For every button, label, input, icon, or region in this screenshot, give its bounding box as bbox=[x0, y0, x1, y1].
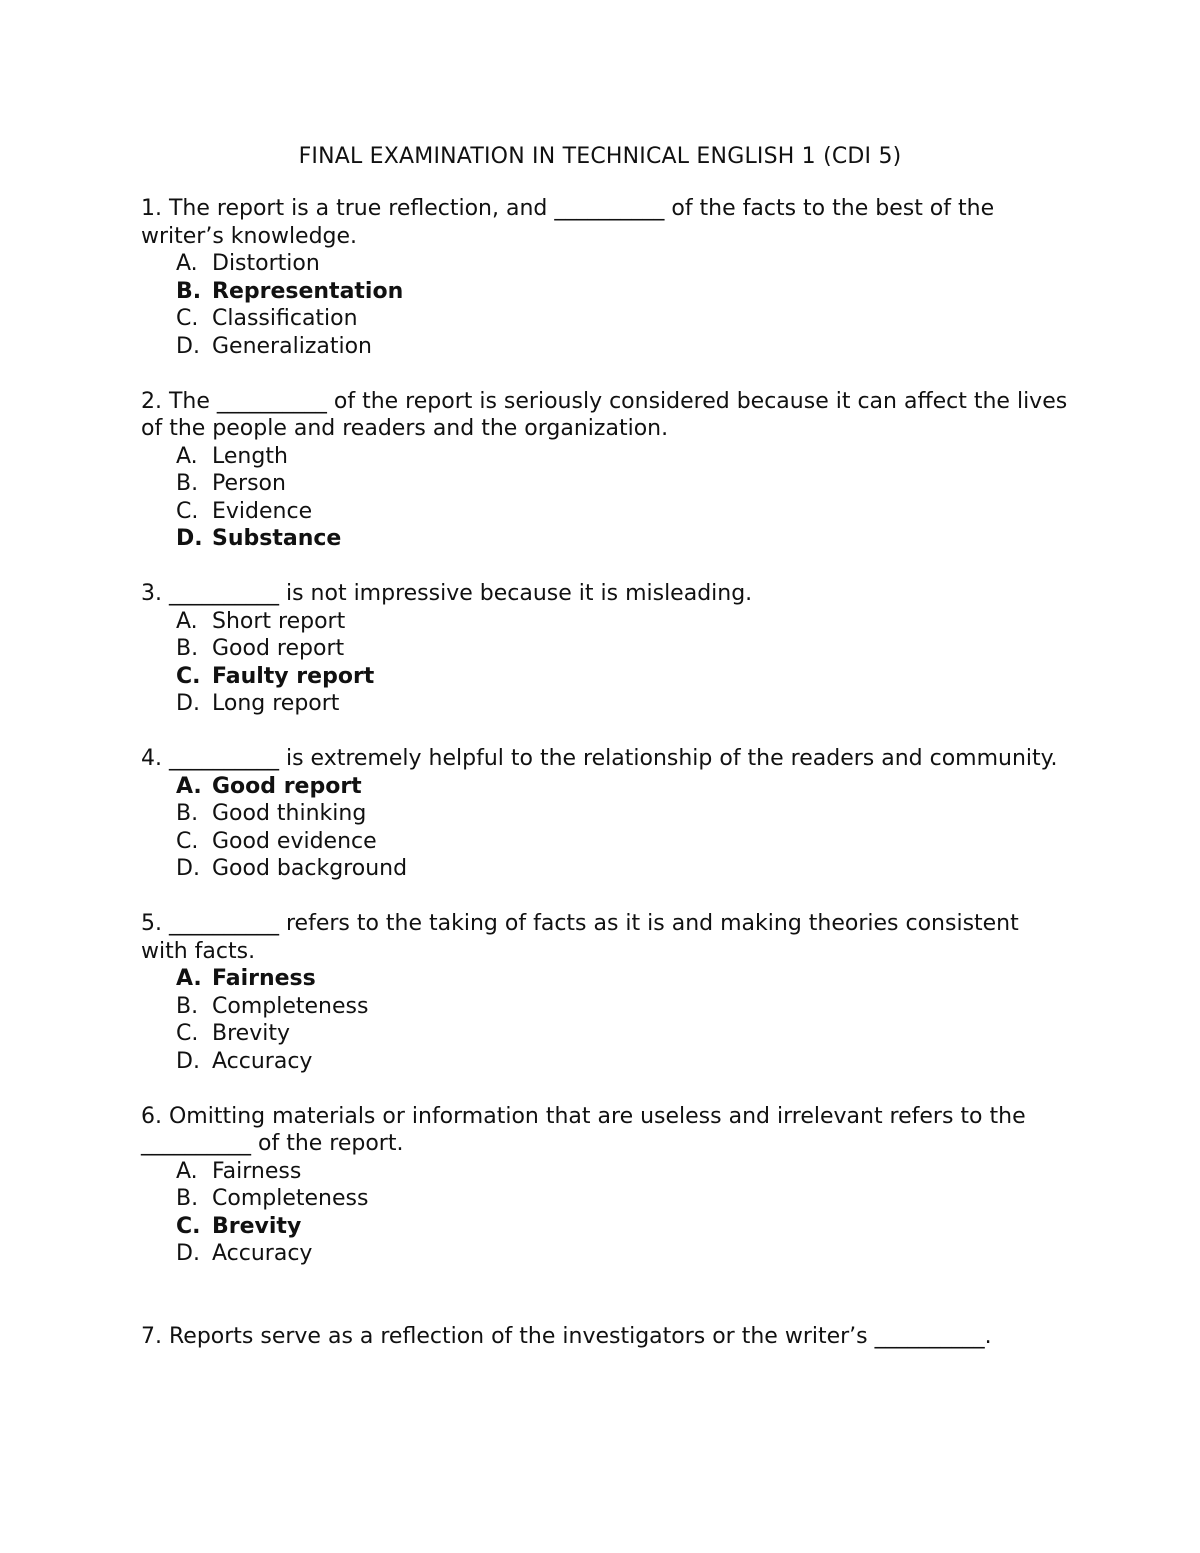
option-d bbox=[176, 690, 1071, 718]
option-letter: B. bbox=[176, 993, 199, 1019]
option-b-answer bbox=[176, 278, 1071, 306]
option-text: Fairness bbox=[212, 966, 316, 991]
option-text: Short report bbox=[212, 608, 346, 634]
option-text: Completeness bbox=[212, 993, 369, 1019]
option-text: Substance bbox=[212, 526, 342, 551]
question-text: 2. The __________ of the report is seriously considered because it can affect the lives of the people and readers and the organization. bbox=[141, 388, 1068, 441]
question-text: 1. The report is a true reflection, and __________ of the facts to the best of the writer’s knowledge. bbox=[141, 196, 995, 249]
option-letter: B. bbox=[176, 278, 202, 304]
option-text: Good report bbox=[212, 636, 345, 661]
question-list bbox=[141, 195, 1071, 1378]
option-letter: D. bbox=[176, 1048, 200, 1074]
option-c bbox=[176, 498, 1071, 526]
option-letter: C. bbox=[176, 663, 201, 689]
option-text: Completeness bbox=[212, 1186, 369, 1211]
option-text: Evidence bbox=[212, 498, 313, 524]
option-letter: B. bbox=[176, 801, 199, 826]
question-text: 4. __________ is extremely helpful to the relationship of the readers and community. bbox=[141, 746, 1058, 771]
question-3 bbox=[141, 580, 1071, 718]
question-6 bbox=[141, 1103, 1071, 1268]
option-letter: D. bbox=[176, 333, 200, 359]
question-5 bbox=[141, 910, 1071, 1075]
option-letter: B. bbox=[176, 471, 199, 496]
page-title: FINAL EXAMINATION IN TECHNICAL ENGLISH 1 (CDI 5) bbox=[298, 144, 902, 169]
option-b bbox=[176, 635, 1071, 663]
question-4 bbox=[141, 745, 1071, 883]
option-b bbox=[176, 470, 1071, 498]
option-a-answer bbox=[176, 773, 1071, 801]
option-letter: C. bbox=[176, 1021, 199, 1046]
option-text: Brevity bbox=[212, 1213, 302, 1239]
option-list bbox=[141, 608, 1071, 718]
option-text: Distortion bbox=[212, 251, 320, 276]
option-letter: C. bbox=[176, 306, 199, 331]
option-letter: A. bbox=[176, 251, 198, 276]
option-text: Accuracy bbox=[212, 1048, 313, 1074]
option-list bbox=[141, 443, 1071, 553]
option-text: Accuracy bbox=[212, 1241, 313, 1266]
option-list bbox=[141, 1158, 1071, 1268]
option-letter: A. bbox=[176, 608, 198, 634]
question-2 bbox=[141, 388, 1071, 553]
option-letter: A. bbox=[176, 443, 198, 469]
option-d bbox=[176, 1048, 1071, 1076]
option-d bbox=[176, 855, 1071, 883]
option-b bbox=[176, 800, 1071, 828]
option-a bbox=[176, 608, 1071, 636]
option-list bbox=[141, 965, 1071, 1075]
option-b bbox=[176, 993, 1071, 1021]
question-7 bbox=[141, 1323, 1071, 1351]
question-text: 3. __________ is not impressive because it is misleading. bbox=[141, 581, 753, 606]
option-a bbox=[176, 443, 1071, 471]
option-letter: C. bbox=[176, 1213, 201, 1239]
option-letter: C. bbox=[176, 828, 199, 854]
option-list bbox=[141, 250, 1071, 360]
question-text: 5. __________ refers to the taking of facts as it is and making theories consistent with facts. bbox=[141, 911, 1019, 964]
option-list bbox=[141, 773, 1071, 883]
option-d bbox=[176, 1240, 1071, 1268]
option-letter: D. bbox=[176, 1241, 200, 1266]
option-c bbox=[176, 1020, 1071, 1048]
option-text: Good report bbox=[212, 773, 362, 799]
option-a-answer bbox=[176, 965, 1071, 993]
option-text: Good background bbox=[212, 856, 408, 881]
option-text: Good thinking bbox=[212, 801, 367, 826]
option-letter: B. bbox=[176, 636, 199, 661]
option-c-answer bbox=[176, 1213, 1071, 1241]
option-letter: D. bbox=[176, 691, 200, 716]
option-text: Long report bbox=[212, 691, 340, 716]
option-a bbox=[176, 1158, 1071, 1186]
option-text: Classification bbox=[212, 306, 358, 331]
option-d-answer bbox=[176, 525, 1071, 553]
option-c bbox=[176, 828, 1071, 856]
option-text: Length bbox=[212, 443, 288, 469]
option-text: Good evidence bbox=[212, 828, 377, 854]
spacer bbox=[141, 1295, 1071, 1323]
question-text: 6. Omitting materials or information that are useless and irrelevant refers to the __________ of the report. bbox=[141, 1103, 1026, 1156]
option-letter: A. bbox=[176, 1158, 198, 1184]
option-letter: D. bbox=[176, 856, 200, 881]
option-d bbox=[176, 333, 1071, 361]
question-1 bbox=[141, 195, 1071, 360]
option-letter: C. bbox=[176, 498, 199, 524]
option-text: Representation bbox=[212, 278, 404, 304]
option-letter: A. bbox=[176, 966, 202, 991]
option-c bbox=[176, 305, 1071, 333]
option-text: Fairness bbox=[212, 1158, 302, 1184]
option-b bbox=[176, 1185, 1071, 1213]
option-letter: D. bbox=[176, 526, 203, 551]
option-letter: B. bbox=[176, 1186, 199, 1211]
option-text: Brevity bbox=[212, 1021, 290, 1046]
option-c-answer bbox=[176, 663, 1071, 691]
option-text: Faulty report bbox=[212, 663, 375, 689]
option-text: Person bbox=[212, 471, 286, 496]
option-a bbox=[176, 250, 1071, 278]
option-text: Generalization bbox=[212, 333, 372, 359]
question-text: 7. Reports serve as a reflection of the investigators or the writer’s __________. bbox=[141, 1323, 992, 1349]
option-letter: A. bbox=[176, 773, 202, 799]
